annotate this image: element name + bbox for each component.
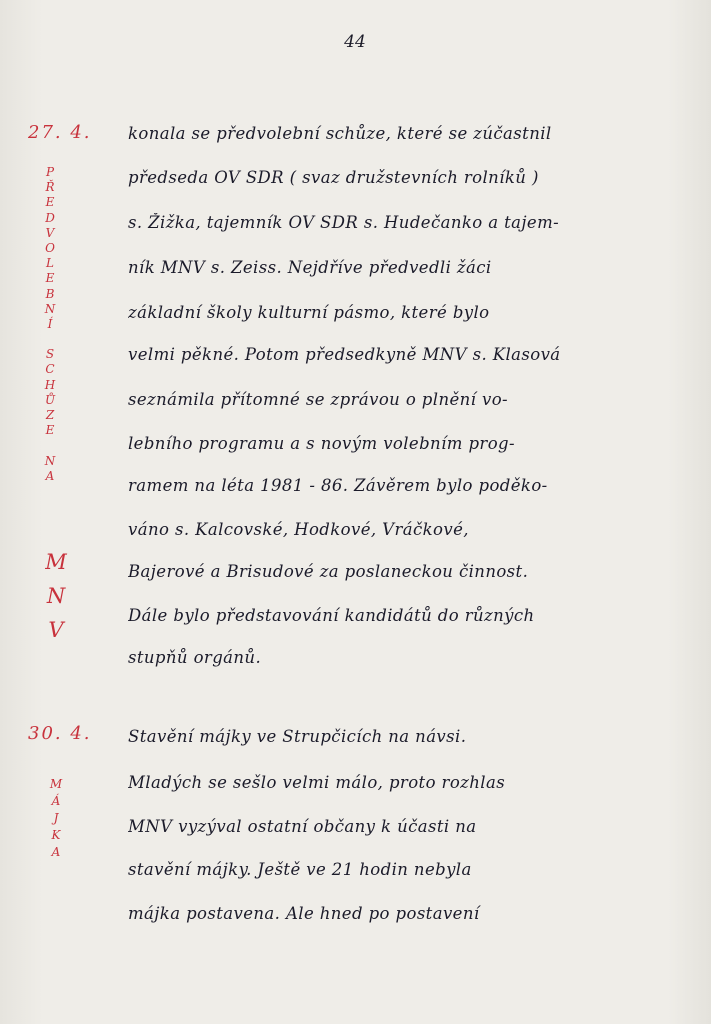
heading-letter: D (45, 210, 55, 225)
heading-letter: V (48, 618, 64, 642)
heading-letter: S (45, 347, 55, 362)
heading-letter: L (46, 256, 54, 271)
heading-letter: Á (51, 794, 61, 808)
text-line: stupňů orgánů. (128, 648, 262, 667)
heading-letter: K (51, 828, 61, 842)
text-line: základní školy kulturní pásmo, které bylo (128, 303, 490, 322)
heading-letter: N (46, 584, 66, 608)
text-line: Mladých se sešlo velmi málo, proto rozhlas (128, 773, 506, 792)
text-line: předseda OV SDR ( svaz družstevních rolníků ) (128, 168, 539, 187)
vertical-heading-majka (44, 778, 68, 863)
heading-letter: M (45, 550, 67, 574)
heading-letter: Ů (44, 392, 56, 407)
heading-letter: A (51, 845, 61, 859)
heading-letter: O (45, 240, 55, 255)
heading-letter: H (44, 377, 56, 392)
text-line: velmi pěkné. Potom předsedkyně MNV s. Klasová (128, 345, 561, 364)
heading-letter: M (49, 777, 63, 791)
heading-letter: Ř (45, 180, 55, 195)
heading-letter: E (45, 423, 55, 438)
vertical-heading-predvolebni-schuze-na (38, 166, 62, 485)
heading-letter: V (45, 225, 55, 240)
text-line: ramem na léta 1981 - 86. Závěrem bylo poděko- (128, 476, 548, 495)
text-line: seznámila přítomné se zprávou o plnění vo- (128, 390, 509, 409)
vertical-heading-mnv (44, 552, 68, 654)
heading-letter: N (44, 301, 56, 316)
entry-date: 27. 4. (28, 122, 92, 143)
heading-letter: Z (45, 408, 55, 422)
heading-letter: E (45, 195, 55, 210)
heading-letter: P (45, 165, 55, 179)
page-number: 44 (344, 32, 366, 52)
text-line: MNV vyzýval ostatní občany k účasti na (128, 817, 477, 836)
heading-letter: A (45, 468, 55, 483)
text-line: stavění májky. Ještě ve 21 hodin nebyla (128, 860, 472, 879)
text-line: váno s. Kalcovské, Hodkové, Vráčkové, (128, 520, 469, 539)
heading-letter: N (44, 453, 56, 468)
text-line: s. Žižka, tajemník OV SDR s. Hudečanko a tajem- (128, 213, 560, 232)
heading-letter: J (53, 811, 59, 825)
text-line: lebního programu a s novým volebním prog- (128, 434, 515, 453)
entry-date: 30. 4. (28, 723, 92, 744)
text-line: konala se předvolební schůze, které se zúčastnil (128, 124, 552, 143)
heading-letter: Í (47, 316, 53, 331)
text-line: ník MNV s. Zeiss. Nejdříve předvedli žáci (128, 258, 492, 277)
text-line: Bajerové a Brisudové za poslaneckou činnost. (128, 562, 529, 581)
heading-letter: B (45, 286, 55, 301)
text-line: Dále bylo představování kandidátů do různých (128, 606, 535, 625)
text-line: Stavění májky ve Strupčicích na návsi. (128, 727, 467, 746)
heading-letter: C (45, 362, 55, 377)
heading-letter: E (45, 271, 55, 286)
text-line: májka postavena. Ale hned po postavení (128, 904, 480, 923)
